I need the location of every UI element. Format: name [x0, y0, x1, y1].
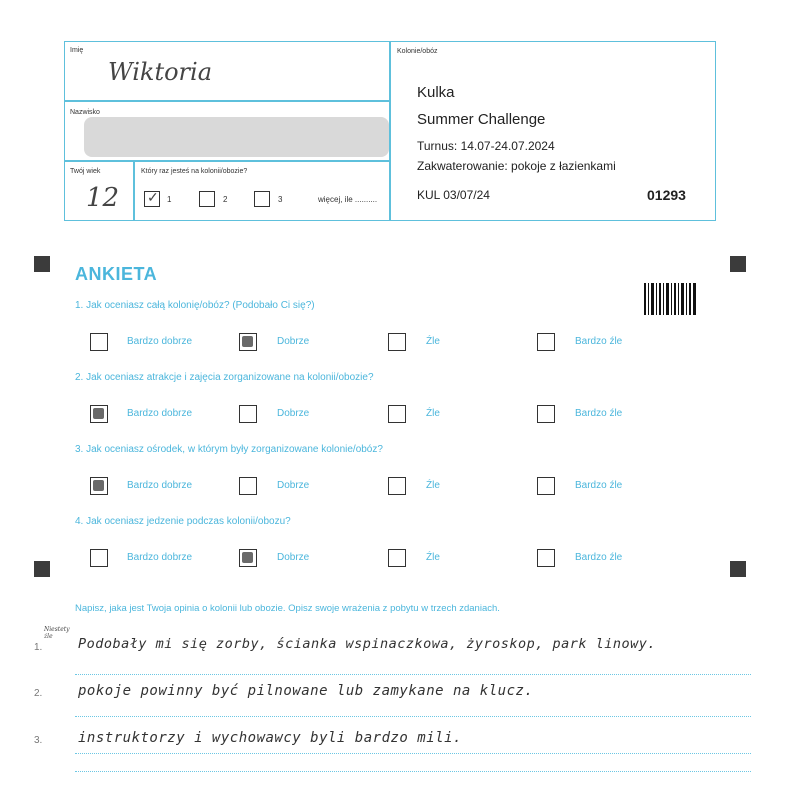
line-number: 2.: [34, 688, 43, 699]
row-divider-2: [64, 160, 390, 162]
q3-checkbox-zle[interactable]: [388, 477, 406, 495]
header-divider: [389, 41, 391, 221]
first-name-value: Wiktoria: [108, 58, 213, 86]
camp-name: Kulka: [417, 84, 455, 101]
q2-checkbox-bardzo-zle[interactable]: [537, 405, 555, 423]
answer-line-2: pokoje powinny być pilnowane lub zamykane na klucz.: [78, 683, 534, 699]
age-divider: [133, 160, 135, 221]
q3-option-label: Źle: [426, 480, 440, 491]
survey-title: ANKIETA: [75, 264, 158, 284]
barcode-icon: [644, 283, 696, 315]
line-number: 3.: [34, 735, 43, 746]
times-checkbox-2[interactable]: [199, 191, 215, 207]
registration-mark: [730, 256, 746, 272]
question-3: 3. Jak oceniasz ośrodek, w którym były zorganizowane kolonie/obóz?: [75, 444, 383, 455]
answer-rule: [75, 771, 751, 772]
registration-mark: [34, 561, 50, 577]
q1-checkbox-bardzo-zle[interactable]: [537, 333, 555, 351]
q2-checkbox-bardzo-dobrze[interactable]: [90, 405, 108, 423]
q3-checkbox-bardzo-zle[interactable]: [537, 477, 555, 495]
times-option-3: 3: [278, 195, 283, 204]
accommodation: Zakwaterowanie: pokoje z łazienkami: [417, 159, 616, 173]
q4-option-label: Bardzo dobrze: [127, 552, 193, 563]
age-label: Twój wiek: [70, 168, 101, 175]
q1-checkbox-bardzo-dobrze[interactable]: [90, 333, 108, 351]
answer-line-3: instruktorzy i wychowawcy byli bardzo mili.: [78, 730, 462, 746]
answer-rule: [75, 753, 751, 754]
opinion-instruction: Napisz, jaka jest Twoja opinia o kolonii lub obozie. Opisz swoje wrażenia z pobytu w trzech zdaniach.: [75, 603, 500, 614]
question-2: 2. Jak oceniasz atrakcje i zajęcia zorganizowane na kolonii/obozie?: [75, 372, 374, 383]
camp-code: KUL 03/07/24: [417, 188, 490, 202]
q1-option-label: Bardzo dobrze: [127, 336, 193, 347]
q1-option-label: Źle: [426, 336, 440, 347]
first-name-label: Imię: [70, 47, 84, 54]
q1-checkbox-zle[interactable]: [388, 333, 406, 351]
line-number: 1.: [34, 642, 43, 653]
last-name-label: Nazwisko: [70, 109, 100, 116]
camp-program: Summer Challenge: [417, 111, 546, 128]
form-number: 01293: [647, 187, 686, 203]
question-4: 4. Jak oceniasz jedzenie podczas kolonii/obozu?: [75, 516, 291, 527]
row-divider-1: [64, 100, 390, 102]
answer-rule: [75, 674, 751, 675]
answer-rule: [75, 716, 751, 717]
q3-checkbox-dobrze[interactable]: [239, 477, 257, 495]
q4-checkbox-bardzo-dobrze[interactable]: [90, 549, 108, 567]
q4-checkbox-dobrze[interactable]: [239, 549, 257, 567]
q4-option-label: Źle: [426, 552, 440, 563]
q4-option-label: Bardzo źle: [575, 552, 623, 563]
redacted-last-name: [84, 117, 389, 157]
times-checkbox-1[interactable]: [144, 191, 160, 207]
q2-checkbox-dobrze[interactable]: [239, 405, 257, 423]
q1-option-label: Bardzo źle: [575, 336, 623, 347]
times-checkbox-3[interactable]: [254, 191, 270, 207]
q3-option-label: Bardzo źle: [575, 480, 623, 491]
q1-checkbox-dobrze[interactable]: [239, 333, 257, 351]
times-label: Który raz jesteś na kolonii/obozie?: [141, 168, 248, 175]
answer-line-1: Podobały mi się zorby, ścianka wspinaczkowa, żyroskop, park linowy.: [78, 636, 657, 652]
q2-option-label: Źle: [426, 408, 440, 419]
q2-option-label: Bardzo źle: [575, 408, 623, 419]
q2-option-label: Bardzo dobrze: [127, 408, 193, 419]
q4-checkbox-bardzo-zle[interactable]: [537, 549, 555, 567]
q3-option-label: Bardzo dobrze: [127, 480, 193, 491]
q4-option-label: Dobrze: [277, 552, 310, 563]
q1-option-label: Dobrze: [277, 336, 310, 347]
times-option-1: 1: [167, 195, 172, 204]
age-value: 12: [86, 183, 120, 213]
question-1: 1. Jak oceniasz całą kolonię/obóz? (Podobało Ci się?): [75, 300, 315, 311]
times-more: więcej, ile ..........: [318, 195, 378, 204]
turnus: Turnus: 14.07-24.07.2024: [417, 139, 555, 153]
q2-checkbox-zle[interactable]: [388, 405, 406, 423]
registration-mark: [34, 256, 50, 272]
registration-mark: [730, 561, 746, 577]
q4-checkbox-zle[interactable]: [388, 549, 406, 567]
q3-option-label: Dobrze: [277, 480, 310, 491]
camp-label: Kolonie/obóz: [397, 48, 438, 55]
times-option-2: 2: [223, 195, 228, 204]
q3-checkbox-bardzo-dobrze[interactable]: [90, 477, 108, 495]
margin-note: Niestety żle: [44, 626, 70, 640]
q2-option-label: Dobrze: [277, 408, 310, 419]
